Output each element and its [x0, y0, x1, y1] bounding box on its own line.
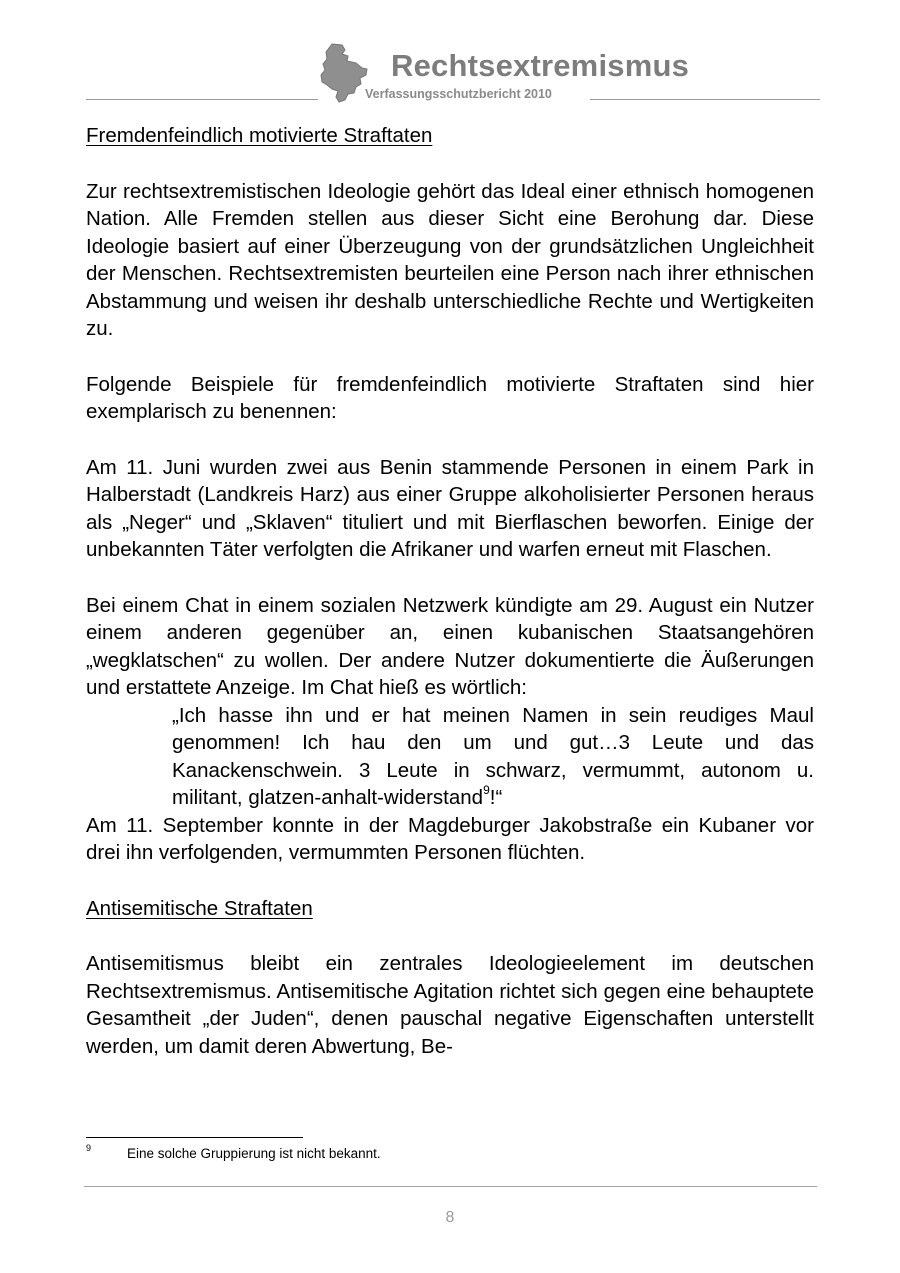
- footer-rule: [84, 1186, 817, 1187]
- paragraph-ideology: Zur rechtsextremistischen Ideologie gehört das Ideal einer ethnisch homogenen Nation. Alle Fremden stellen aus dieser Sicht eine Berohung dar. Diese Ideologie basiert auf einer Überzeugung von der grundsätzlichen Ungleichheit der Menschen. Rechtsextremisten beurteilen eine Person nach ihrer ethnischen Abstammung und weisen ihr deshalb unterschiedliche Rechte und Wertigkeiten zu.: [86, 179, 814, 340]
- footnote-number: 9: [86, 1143, 92, 1153]
- section-heading-fremdenfeindlich: Fremdenfeindlich motivierte Straftaten: [86, 124, 433, 147]
- paragraph-examples-intro: Folgende Beispiele für fremdenfeindlich motivierte Straftaten sind hier exemplarisch zu benennen:: [86, 372, 814, 423]
- paragraph-magdeburg: Am 11. September konnte in der Magdeburger Jakobstraße ein Kubaner vor drei ihn verfolgenden, vermummten Personen flüchten.: [86, 813, 814, 864]
- page-number: 8: [445, 1209, 455, 1226]
- saxony-anhalt-state-map-icon: [318, 42, 370, 104]
- block-quote: [86, 702, 814, 812]
- paragraph-chat: Bei einem Chat in einem sozialen Netzwerk kündigte am 29. August ein Nutzer einem anderen gegenüber an, einen kubanischen Staatsangehören „wegklatschen“ zu wollen. Der andere Nutzer dokumentierte die Äußerungen und erstattete Anzeige. Im Chat hieß es wörtlich:: [86, 593, 814, 699]
- header-subtitle: Verfassungsschutzbericht 2010: [365, 87, 552, 101]
- section-heading-antisemitisch: Antisemitische Straftaten: [86, 896, 313, 920]
- footnote-text: Eine solche Gruppierung ist nicht bekannt.: [127, 1146, 381, 1161]
- quote-end: !“: [489, 786, 503, 809]
- paragraph-antisemitismus: Antisemitismus bleibt ein zentrales Ideologieelement im deutschen Rechtsextremismus. Antisemitische Agitation richtet sich gegen eine behauptete Gesamtheit „der Juden“, denen pauschal negative Eigenschaften unterstellt werden, um damit deren Abwertung, Be-: [86, 952, 814, 1058]
- paragraph-halberstadt: Am 11. Juni wurden zwei aus Benin stammende Personen in einem Park in Halberstadt (Landkreis Harz) aus einer Gruppe alkoholisierter Personen heraus als „Neger“ und „Sklaven“ tituliert und mit Bierflaschen beworfen. Einige der unbekannten Täter verfolgten die Afrikaner und warfen erneut mit Flaschen.: [86, 455, 814, 561]
- quote-text: „Ich hasse ihn und er hat meinen Namen in sein reudiges Maul genommen! Ich hau den um und gut…3 Leute und das Kanackenschwein. 3 Leute in schwarz, vermummt, autonom u. militant, glatzen-anhalt-widerstand: [172, 703, 814, 809]
- footnote-separator: [86, 1137, 303, 1138]
- main-content: [86, 122, 814, 1060]
- header-rule-left: [86, 99, 318, 100]
- footnote-reference[interactable]: 9: [483, 783, 490, 798]
- page-header: [0, 0, 900, 110]
- header-title: Rechtsextremismus: [391, 48, 690, 83]
- header-rule-right: [590, 99, 820, 100]
